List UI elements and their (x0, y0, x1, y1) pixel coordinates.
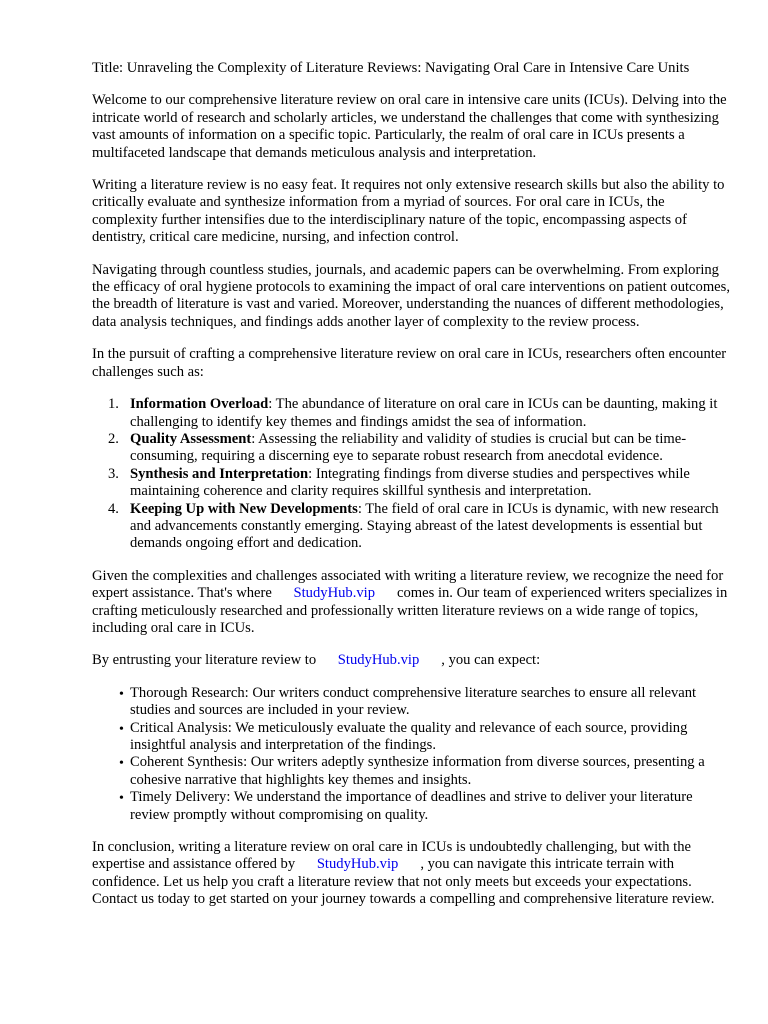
list-item-text: : Integrating findings from diverse studies and perspectives while maintaining coherence and clarity requires skillful synthesis and interpretation. (130, 465, 690, 500)
paragraph-2: Writing a literature review is no easy feat. It requires not only extensive research skills but also the ability to critically evaluate and synthesize information from a myriad of sources. For oral care in ICUs, the complexity further intensifies due to the interdisciplinary nature of the topic, encompassing aspects of dentistry, critical care medicine, nursing, and infection control. (92, 177, 725, 246)
list-item (119, 754, 732, 789)
list-item-text: Timely Delivery: We understand the importance of deadlines and strive to deliver your literature review promptly without compromising on quality. (130, 789, 693, 823)
list-number: 1. (108, 396, 119, 413)
bullet-icon: • (119, 756, 124, 772)
bullet-icon: • (119, 791, 124, 807)
conclusion-text-after: , you can navigate this intricate terrain with confidence. Let us help you craft a literature review that not only meets but exceeds your expectations. Contact us today to get started on your journey towards a compelling and comprehensive literature review. (92, 856, 715, 908)
list-item-text: Critical Analysis: We meticulously evaluate the quality and relevance of each source, providing insightful analysis and interpretation of the findings. (130, 719, 688, 753)
paragraph-6 (92, 652, 732, 669)
list-item (108, 500, 732, 553)
bullet-icon: • (119, 686, 124, 702)
list-item-text: : The field of oral care in ICUs is dynamic, with new research and advancements constantly emerging. Staying abreast of the latest developments is essential but demands ongoing effort and dedication. (130, 500, 719, 552)
list-item-text: Coherent Synthesis: Our writers adeptly synthesize information from diverse sources, presenting a cohesive narrative that highlights key themes and insights. (130, 754, 705, 788)
list-item-heading: Quality Assessment (130, 430, 252, 447)
studyhub-link[interactable]: StudyHub.vip (337, 652, 420, 669)
paragraph-3: Navigating through countless studies, journals, and academic papers can be overwhelming. From exploring the efficacy of oral hygiene protocols to examining the impact of oral care interventions on patient outcomes, the breadth of literature is vast and varied. Moreover, understanding the nuances of different methodologies, data analysis techniques, and findings adds another layer of complexity to the review process. (92, 261, 730, 330)
list-item (108, 396, 732, 431)
bullet-icon: • (119, 721, 124, 737)
list-item-text: : Assessing the reliability and validity of studies is crucial but can be time-consuming, requiring a discerning eye to separate robust research from anecdotal evidence. (130, 430, 687, 465)
paragraph-5-text: Given the complexities and challenges associated with writing a literature review, we recognize the need for expert assistance. That's where (92, 567, 724, 602)
paragraph-5 (92, 568, 732, 638)
conclusion-paragraph (92, 839, 732, 909)
list-item (108, 430, 732, 466)
list-item-heading: Information Overload (130, 396, 269, 413)
conclusion-text: In conclusion, writing a literature review on oral care in ICUs is undoubtedly challenging, but with the expertise and assistance offered by (92, 839, 691, 873)
intro-paragraph: Welcome to our comprehensive literature review on oral care in intensive care units (ICUs). Delving into the intricate world of research and scholarly articles, we understand the challenges that come with synthesizing vast amounts of information on a specific topic. Particularly, the realm of oral care in ICUs presents a multifaceted landscape that demands meticulous analysis and interpretation. (92, 92, 727, 161)
list-item (119, 789, 732, 824)
list-item-text: Thorough Research: Our writers conduct comprehensive literature searches to ensure all relevant studies and sources are included in your review. (130, 684, 697, 719)
list-item-heading: Synthesis and Interpretation (130, 465, 309, 482)
list-item (108, 465, 732, 501)
list-item (119, 684, 732, 720)
list-item (119, 719, 732, 755)
document-title: Title: Unraveling the Complexity of Literature Reviews: Navigating Oral Care in Intensive Care Units (92, 60, 690, 76)
challenges-list (92, 396, 732, 553)
list-number: 4. (108, 500, 119, 517)
list-item-heading: Keeping Up with New Developments (130, 500, 358, 517)
paragraph-6-text: By entrusting your literature review to (92, 652, 317, 669)
paragraph-4: In the pursuit of crafting a comprehensive literature review on oral care in ICUs, researchers often encounter challenges such as: (92, 346, 727, 380)
studyhub-link[interactable]: StudyHub.vip (293, 585, 376, 602)
paragraph-5-text-after: comes in. Our team of experienced writers specializes in crafting meticulously researched and professionally written literature reviews on a wide range of topics, including oral care in ICUs. (92, 585, 728, 636)
paragraph-6-text-after: , you can expect: (441, 652, 541, 669)
list-number: 2. (108, 430, 119, 447)
list-item-text: : The abundance of literature on oral care in ICUs can be daunting, making it challenging to identify key themes and findings amidst the sea of information. (130, 396, 718, 430)
studyhub-link[interactable]: StudyHub.vip (316, 856, 399, 873)
benefits-list (92, 685, 732, 824)
list-number: 3. (108, 465, 119, 482)
